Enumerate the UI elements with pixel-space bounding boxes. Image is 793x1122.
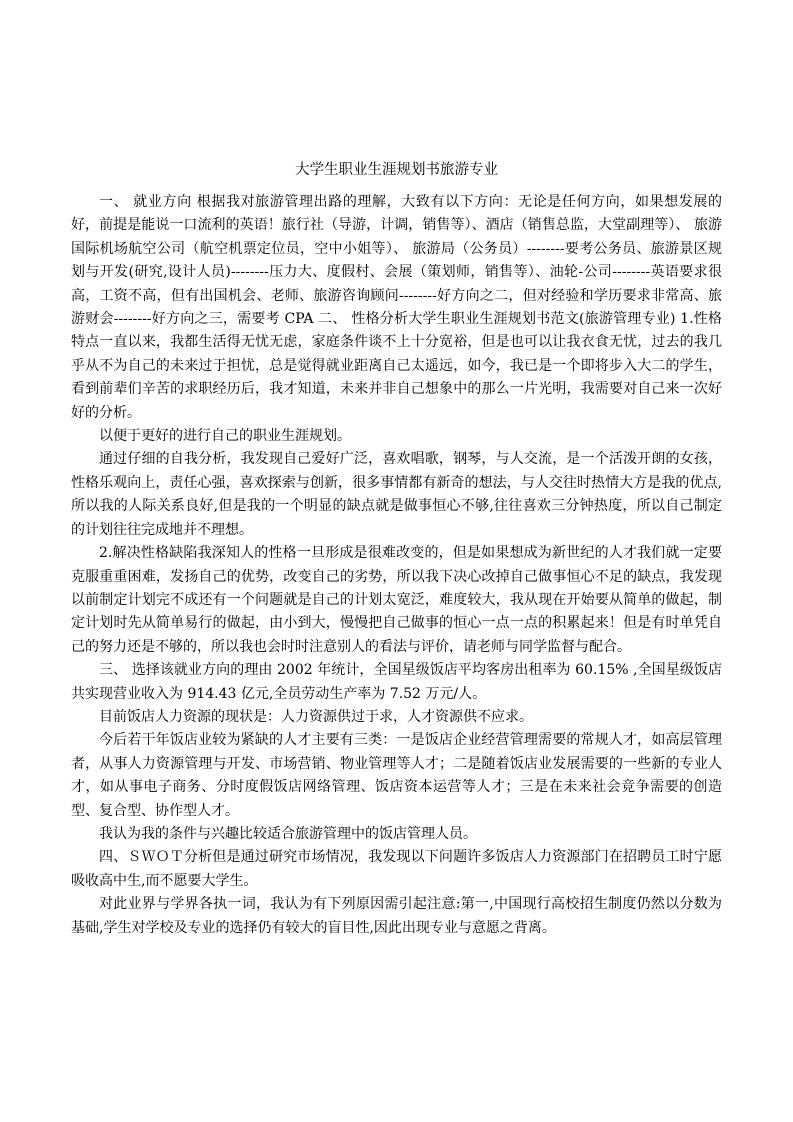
paragraph-hr-status: 目前饭店人力资源的现状是：人力资源供过于求，人才资源供不应求。 bbox=[99, 708, 533, 725]
paragraph-causes: 对此业界与学界各执一词，我认为有下列原因需引起注意:第一,中国现行高校招生制度仍然以分数为基础,学生对学校及专业的选择仍有较大的盲目性,因此出现专业与意愿之背离。 bbox=[71, 896, 722, 936]
paragraph-self-analysis: 通过仔细的自我分析，我发现自己爱好广泛，喜欢唱歌，钢琴，与人交流，是一个活泼开朗的女孩，性格乐观向上，责任心强，喜欢探索与创新，很多事情都有新奇的想法，与人交往时热情大方是我的优点,所以我的人际关系良好,但是我的一个明显的缺点就是做事恒心不够,往往喜欢三分钟热度，所以自己制定的计划往往完成地并不理想。 bbox=[71, 451, 722, 538]
paragraph-suitability: 我认为我的条件与兴趣比较适合旅游管理中的饭店管理人员。 bbox=[99, 825, 477, 842]
paragraph-employment-direction: 一、 就业方向 根据我对旅游管理出路的理解，大致有以下方向：无论是任何方向，如果想发展的好，前提是能说一口流利的英语！旅行社（导游，计调，销售等）、酒店（销售总监，大堂副理等）、 旅游国际机场航空公司（航空机票定位员，空中小姐等）、 旅游局（公务员）--------要考公务员、旅游景区规划与开发(研究,设计人员)--------压力大、度假村、会展（策划师，销售等）、油轮-公司--------英语要求很高，工资不高，但有出国机会、老师、旅游咨询顾问--------好方向之二，但对经验和学历要求非常高、旅游财会--------好方向之三，需要考 CPA 二、 性格分析大学生职业生涯规划书范文(旅游管理专业) 1.性格特点一直以来，我都生活得无忧无虑，家庭条件谈不上十分宽裕，但是也可以让我衣食无忧，过去的我几乎从不为自己的未来过于担忧，总是觉得就业距离自己太遥远，如今，我已是一个即将步入大二的学生，看到前辈们辛苦的求职经历后，我才知道，未来并非自己想象中的那么一片光明，我需要对自己来一次好好的分析。 bbox=[71, 194, 722, 421]
document-title: 大学生职业生涯规划书旅游专业 bbox=[295, 162, 498, 178]
paragraph-career-planning: 以便于更好的进行自己的职业生涯规划。 bbox=[99, 428, 351, 445]
paragraph-swot: 四、ＳＷＯＴ分析但是通过研究市场情况，我发现以下问题许多饭店人力资源部门在招聘员工时宁愿吸收高中生,而不愿要大学生。 bbox=[71, 849, 722, 889]
document-body bbox=[71, 191, 722, 940]
paragraph-personality-defects: 2.解决性格缺陷我深知人的性格一旦形成是很难改变的，但是如果想成为新世纪的人才我们就一定要克服重重困难，发扬自己的优势，改变自己的劣势，所以我下决心改掉自己做事恒心不足的缺点，我发现以前制定计划完不成还有一个问题就是自己的计划太宽泛，难度较大，我从现在开始要从简单的做起，制定计划时先从简单易行的做起，由小到大，慢慢把自己做事的恒心一点一点的积累起来！但是有时单凭自己的努力还是不够的，所以我也会时时注意别人的看法与评价，请老师与同学监督与配合。 bbox=[71, 545, 722, 655]
paragraph-talent-needs: 今后若干年饭店业较为紧缺的人才主要有三类：一是饭店企业经营管理需要的常规人才，如高层管理者，从事人力资源管理与开发、市场营销、物业管理等人才；二是随着饭店业发展需要的一些新的专业人才，如从事电子商务、分时度假饭店网络管理、饭店资本运营等人才；三是在未来社会竞争需要的创造型、复合型、协作型人才。 bbox=[71, 732, 722, 819]
paragraph-reasons-statistics: 三、 选择该就业方向的理由 2002 年统计，全国星级饭店平均客房出租率为 60.15% ,全国星级饭店共实现营业收入为 914.43 亿元,全员劳动生产率为 7.52 万元/人。 bbox=[71, 662, 722, 702]
